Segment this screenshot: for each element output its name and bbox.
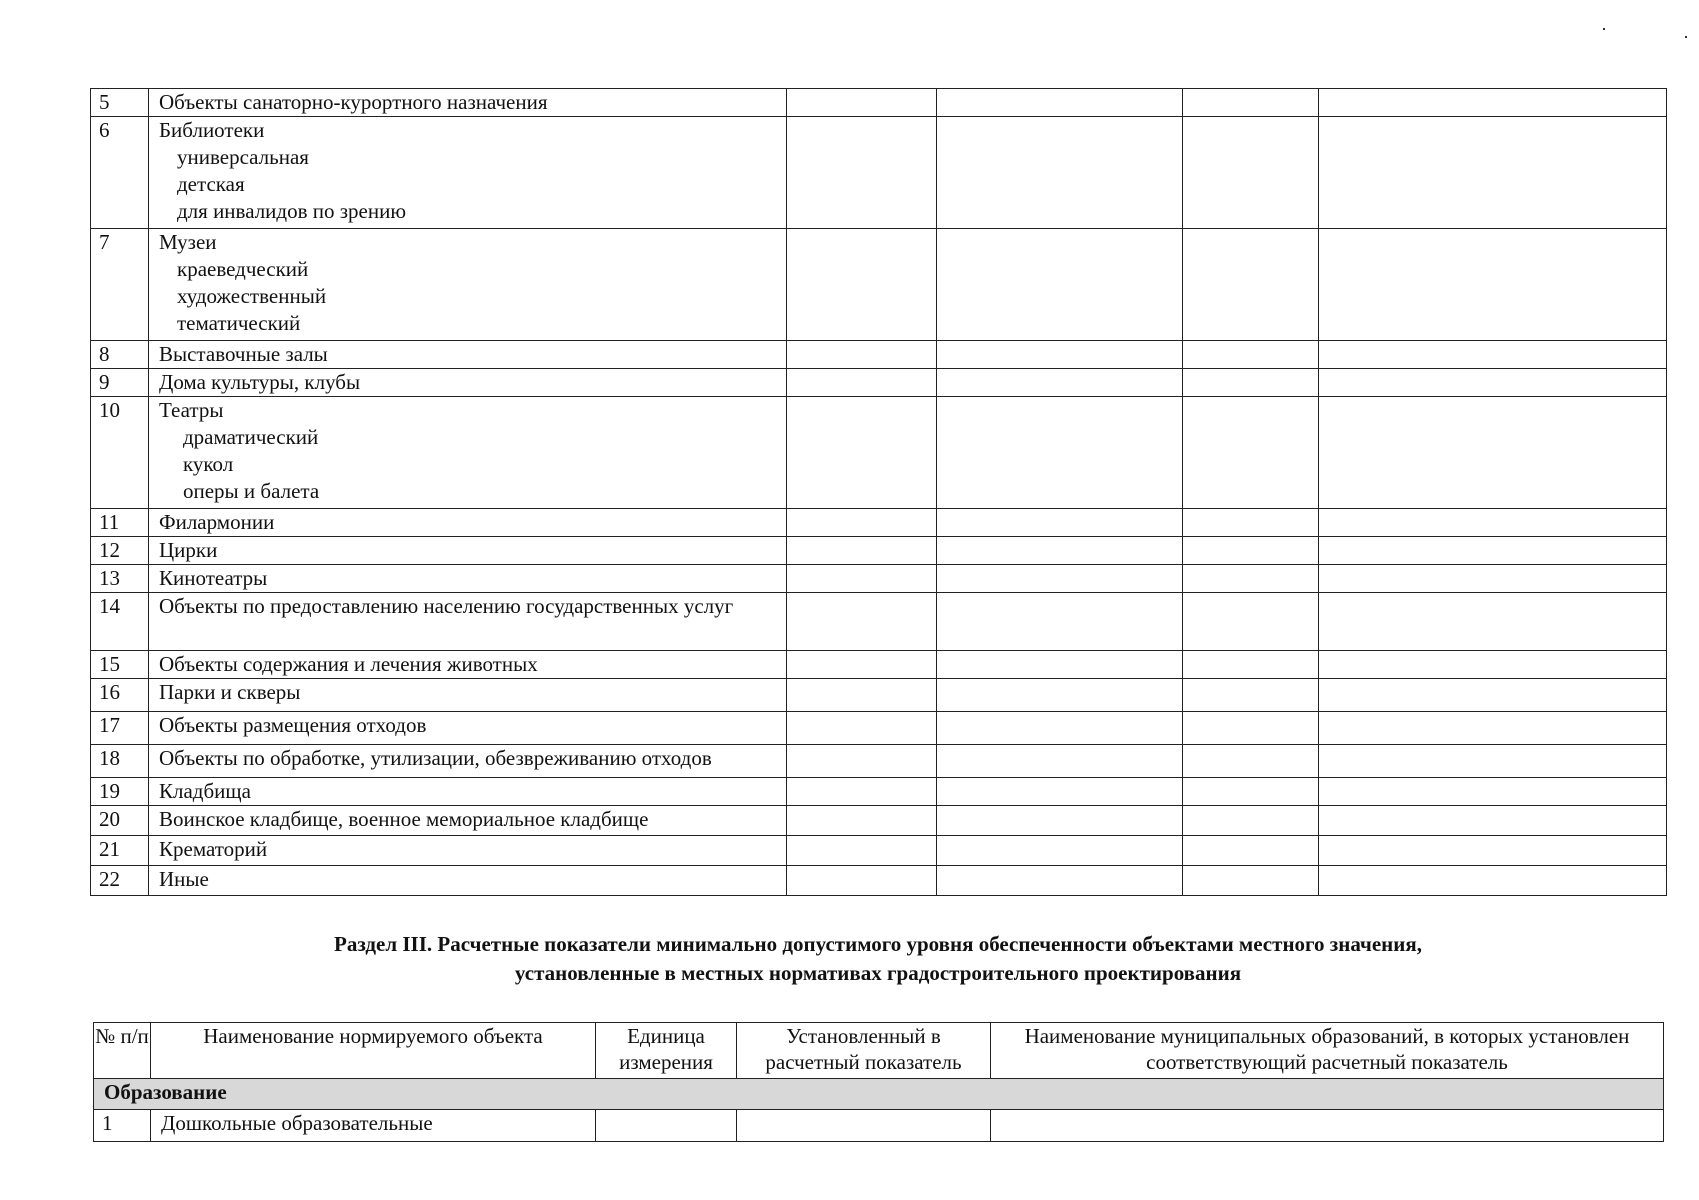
empty-cell: [937, 745, 1183, 778]
table-row: [91, 679, 1667, 712]
empty-cell: [787, 866, 937, 896]
empty-cell: [1183, 593, 1319, 651]
empty-cell: [596, 1110, 737, 1142]
empty-cell: [937, 593, 1183, 651]
table-row: [91, 117, 1667, 229]
empty-cell: [1183, 537, 1319, 565]
row-name: Музеи: [159, 230, 217, 254]
row-name: Кладбища: [159, 779, 251, 803]
row-number: 16: [91, 679, 149, 712]
row-name: Объекты санаторно-курортного назначения: [159, 90, 548, 114]
row-name-cell: [149, 593, 787, 651]
row-name-cell: [149, 806, 787, 836]
empty-cell: [1319, 369, 1667, 397]
row-number: 11: [91, 509, 149, 537]
table-row: [91, 89, 1667, 117]
empty-cell: [1319, 712, 1667, 745]
empty-cell: [787, 712, 937, 745]
section-heading-line1: Раздел III. Расчетные показатели минимально допустимого уровня обеспеченности объектами местного значения,: [334, 932, 1422, 956]
empty-cell: [937, 509, 1183, 537]
table-row: [91, 778, 1667, 806]
empty-cell: [1183, 778, 1319, 806]
empty-cell: [937, 712, 1183, 745]
empty-cell: [937, 229, 1183, 341]
empty-cell: [1183, 229, 1319, 341]
row-number: 7: [91, 229, 149, 341]
empty-cell: [1319, 836, 1667, 866]
row-subitem: краеведческий: [177, 257, 309, 281]
col-header-value: Установленный в расчетный показатель: [737, 1023, 991, 1079]
empty-cell: [1319, 745, 1667, 778]
col-header-municipalities: Наименование муниципальных образований, в которых установлен соответствующий расчетный показатель: [991, 1023, 1664, 1079]
empty-cell: [787, 836, 937, 866]
row-number: 20: [91, 806, 149, 836]
empty-cell: [991, 1110, 1664, 1142]
table-row: [91, 745, 1667, 778]
empty-cell: [1319, 341, 1667, 369]
row-number: 17: [91, 712, 149, 745]
table-row: [91, 651, 1667, 679]
empty-cell: [1183, 341, 1319, 369]
row-name: Филармонии: [159, 510, 275, 534]
row-number: 18: [91, 745, 149, 778]
empty-cell: [787, 651, 937, 679]
empty-cell: [1319, 866, 1667, 896]
table-row: [91, 369, 1667, 397]
empty-cell: [1183, 866, 1319, 896]
empty-cell: [787, 229, 937, 341]
empty-cell: [937, 397, 1183, 509]
row-name: Крематорий: [159, 837, 268, 861]
col-header-num: № п/п: [94, 1023, 151, 1079]
empty-cell: [937, 866, 1183, 896]
section-heading: [90, 930, 1666, 988]
row-name: Объекты содержания и лечения животных: [159, 652, 538, 676]
empty-cell: [1183, 509, 1319, 537]
row-name-cell: [149, 679, 787, 712]
row-name: Дома культуры, клубы: [159, 370, 361, 394]
row-name-cell: [149, 369, 787, 397]
row-subitem: кукол: [183, 452, 234, 476]
row-number: 10: [91, 397, 149, 509]
empty-cell: [787, 509, 937, 537]
empty-cell: [1183, 369, 1319, 397]
empty-cell: [937, 679, 1183, 712]
row-subitem: детская: [177, 172, 245, 196]
empty-cell: [1183, 565, 1319, 593]
empty-cell: [1319, 651, 1667, 679]
empty-cell: [1319, 397, 1667, 509]
header-row: [94, 1023, 1664, 1079]
empty-cell: [937, 117, 1183, 229]
empty-cell: [737, 1110, 991, 1142]
table-row: [91, 537, 1667, 565]
row-number: 8: [91, 341, 149, 369]
empty-cell: [1319, 679, 1667, 712]
empty-cell: [1183, 712, 1319, 745]
row-subitem: художественный: [177, 284, 327, 308]
row-number: 21: [91, 836, 149, 866]
empty-cell: [787, 397, 937, 509]
row-name: Объекты размещения отходов: [159, 713, 427, 737]
row-name-cell: [149, 89, 787, 117]
row-number: 9: [91, 369, 149, 397]
empty-cell: [937, 537, 1183, 565]
section-heading-line2: установленные в местных нормативах градостроительного проектирования: [514, 961, 1242, 985]
empty-cell: [1183, 806, 1319, 836]
row-name-cell: [149, 117, 787, 229]
row-name: Объекты по обработке, утилизации, обезвреживанию отходов: [159, 746, 712, 770]
empty-cell: [1183, 651, 1319, 679]
objects-table: [90, 88, 1667, 896]
table-row: [91, 712, 1667, 745]
empty-cell: [1319, 229, 1667, 341]
empty-cell: [787, 593, 937, 651]
row-subitem: тематический: [177, 311, 301, 335]
row-name: Воинское кладбище, военное мемориальное кладбище: [159, 807, 649, 831]
empty-cell: [1319, 593, 1667, 651]
empty-cell: [1183, 89, 1319, 117]
empty-cell: [1319, 509, 1667, 537]
row-subitem: оперы и балета: [183, 479, 320, 503]
row-name: Цирки: [159, 538, 218, 562]
row-name-cell: [149, 866, 787, 896]
row-name-cell: [149, 778, 787, 806]
table-row: [91, 806, 1667, 836]
scan-speck: [1603, 28, 1605, 30]
empty-cell: [787, 117, 937, 229]
row-number: 1: [94, 1110, 151, 1142]
table-row: [91, 866, 1667, 896]
row-name-cell: [149, 836, 787, 866]
empty-cell: [787, 565, 937, 593]
row-name-cell: [149, 651, 787, 679]
row-subitem: для инвалидов по зрению: [177, 199, 407, 223]
row-name-cell: [149, 229, 787, 341]
row-name: Выставочные залы: [159, 342, 328, 366]
col-header-name: Наименование нормируемого объекта: [151, 1023, 596, 1079]
row-number: 22: [91, 866, 149, 896]
empty-cell: [1319, 778, 1667, 806]
empty-cell: [1183, 397, 1319, 509]
empty-cell: [937, 369, 1183, 397]
row-subitem: драматический: [183, 425, 319, 449]
row-name: Театры: [159, 398, 224, 422]
table-row: [91, 397, 1667, 509]
row-name-cell: [149, 565, 787, 593]
row-number: 14: [91, 593, 149, 651]
indicators-table: [93, 1022, 1664, 1142]
row-number: 12: [91, 537, 149, 565]
empty-cell: [937, 89, 1183, 117]
group-label: Образование: [94, 1079, 1664, 1110]
empty-cell: [787, 537, 937, 565]
empty-cell: [1319, 537, 1667, 565]
empty-cell: [1183, 679, 1319, 712]
empty-cell: [937, 341, 1183, 369]
empty-cell: [787, 89, 937, 117]
empty-cell: [787, 369, 937, 397]
row-number: 13: [91, 565, 149, 593]
row-number: 5: [91, 89, 149, 117]
empty-cell: [1183, 117, 1319, 229]
row-subitem: универсальная: [177, 145, 309, 169]
row-number: 15: [91, 651, 149, 679]
empty-cell: [787, 778, 937, 806]
row-name: Иные: [159, 867, 209, 891]
group-row: [94, 1079, 1664, 1110]
empty-cell: [1319, 806, 1667, 836]
table-row: [91, 341, 1667, 369]
row-name: Объекты по предоставлению населению государственных услуг: [159, 594, 734, 618]
row-name: Библиотеки: [159, 118, 265, 142]
row-name-cell: [149, 745, 787, 778]
empty-cell: [787, 806, 937, 836]
row-name: Парки и скверы: [159, 680, 301, 704]
empty-cell: [787, 745, 937, 778]
empty-cell: [937, 565, 1183, 593]
empty-cell: [787, 679, 937, 712]
scan-speck: [1685, 36, 1687, 38]
empty-cell: [1319, 117, 1667, 229]
row-number: 6: [91, 117, 149, 229]
empty-cell: [787, 341, 937, 369]
table-row: [91, 836, 1667, 866]
table-row: [91, 593, 1667, 651]
row-number: 19: [91, 778, 149, 806]
empty-cell: [1183, 745, 1319, 778]
row-name: Кинотеатры: [159, 566, 268, 590]
empty-cell: [1319, 565, 1667, 593]
empty-cell: [1183, 836, 1319, 866]
empty-cell: [937, 778, 1183, 806]
table-row: [91, 509, 1667, 537]
table-row: [91, 229, 1667, 341]
row-name-cell: [149, 537, 787, 565]
row-name-cell: [149, 712, 787, 745]
row-name-cell: [149, 509, 787, 537]
row-name-cell: [149, 341, 787, 369]
empty-cell: [937, 651, 1183, 679]
row-name: Дошкольные образовательные: [151, 1110, 596, 1142]
col-header-unit: Единица измерения: [596, 1023, 737, 1079]
empty-cell: [937, 806, 1183, 836]
table-row: [94, 1110, 1664, 1142]
table-row: [91, 565, 1667, 593]
row-name-cell: [149, 397, 787, 509]
empty-cell: [1319, 89, 1667, 117]
empty-cell: [937, 836, 1183, 866]
